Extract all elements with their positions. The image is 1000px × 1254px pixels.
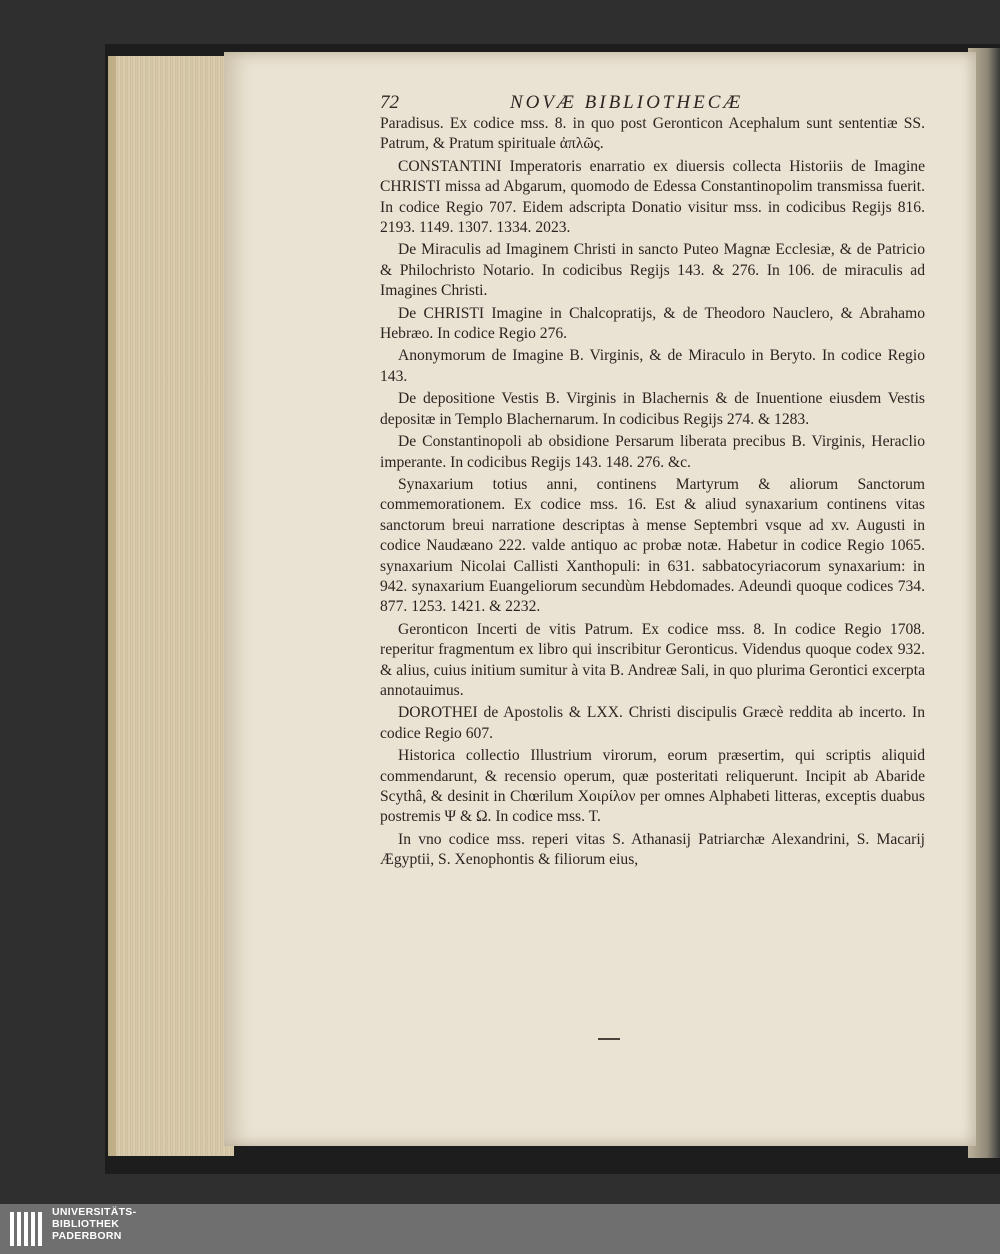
- paragraph: Geronticon Incerti de vitis Patrum. Ex codice mss. 8. In codice Regio 1708. reperitur fragmentum ex libro qui inscribitur Geronticus. Videndus quoque codex 932. & alius, cuius initium sumitur à vita B. Andreæ Sali, in quo plurima Gerontici excerpta annotauimus.: [380, 620, 925, 699]
- paragraph: De depositione Vestis B. Virginis in Blachernis & de Inuentione eiusdem Vestis depositæ in Templo Blachernarum. In codicibus Regijs 274. & 1283.: [380, 390, 925, 428]
- paragraph: DOROTHEI de Apostolis & LXX. Christi discipulis Græcè reddita ab incerto. In codice Regio 607.: [380, 704, 925, 742]
- library-name-line: BIBLIOTHEK: [52, 1218, 120, 1230]
- body-text: [380, 114, 925, 873]
- paragraph: Paradisus. Ex codice mss. 8. in quo post Geronticon Acephalum sunt sententiæ SS. Patrum, & Pratum spirituale ἀπλῶς.: [380, 115, 925, 153]
- library-logo-icon: [8, 1208, 48, 1250]
- paragraph: CONSTANTINI Imperatoris enarratio ex diuersis collecta Historiis de Imagine CHRISTI missa ad Abgarum, quomodo de Edessa Constantinopolim transmissa fuerit. In codice Regio 707. Eidem adscripta Donatio visitur mss. in codicibus Regijs 816. 2193. 1149. 1307. 1334. 2023.: [380, 157, 925, 237]
- library-name-line: UNIVERSITÄTS-: [52, 1206, 137, 1218]
- running-title: NOVÆ BIBLIOTHECÆ: [510, 92, 744, 113]
- footer-bar: [0, 1204, 1000, 1254]
- paragraph: De Miraculis ad Imaginem Christi in sancto Puteo Magnæ Ecclesiæ, & de Patricio & Philochristo Notario. In codicibus Regijs 143. & 276. In 106. de miraculis ad Imagines Christi.: [380, 241, 925, 300]
- catchword-dash: [598, 1038, 620, 1040]
- paragraph: De Constantinopoli ab obsidione Persarum liberata precibus B. Virginis, Heraclio imperante. In codicibus Regijs 143. 148. 276. &c.: [380, 433, 925, 471]
- library-name: [52, 1206, 136, 1242]
- paragraph: Synaxarium totius anni, continens Martyrum & aliorum Sanctorum commemorationem. Ex codice mss. 16. Est & aliud synaxarium continens vitas sanctorum breui narratione descriptas à mense Septembri vsque ad xv. Augusti in codice Naudæano 222. valde antiquo ac probæ notæ. Habetur in codice Regio 1065. synaxarium Nicolai Callisti Xanthopuli: in 631. sabbatocyriacorum synaxarium: in 942. synaxarium Euangeliorum secundùm Hebdomades. Adeundi quoque codices 734. 877. 1253. 1421. & 2232.: [380, 475, 925, 616]
- paragraph: Historica collectio Illustrium virorum, eorum præsertim, qui scriptis aliquid commendarunt, & recensio operum, quæ posteritati reliquerunt. Incipit ab Abaride Scythâ, & desinit in Chœrilum Χοιρίλον per omnes Alphabeti litteras, exceptis duabus postremis Ψ & Ω. In codice mss. T.: [380, 747, 925, 826]
- paragraph: Anonymorum de Imagine B. Virginis, & de Miraculo in Beryto. In codice Regio 143.: [380, 347, 925, 385]
- page-number: 72: [380, 92, 399, 113]
- page-edges: [112, 56, 234, 1156]
- paragraph: De CHRISTI Imagine in Chalcopratijs, & de Theodoro Nauclero, & Abrahamo Hebræo. In codice Regio 276.: [380, 304, 925, 343]
- library-name-line: PADERBORN: [52, 1230, 122, 1242]
- paragraph: In vno codice mss. reperi vitas S. Athanasij Patriarchæ Alexandrini, S. Macarij Ægyptii, S. Xenophontis & filiorum eius,: [380, 830, 925, 869]
